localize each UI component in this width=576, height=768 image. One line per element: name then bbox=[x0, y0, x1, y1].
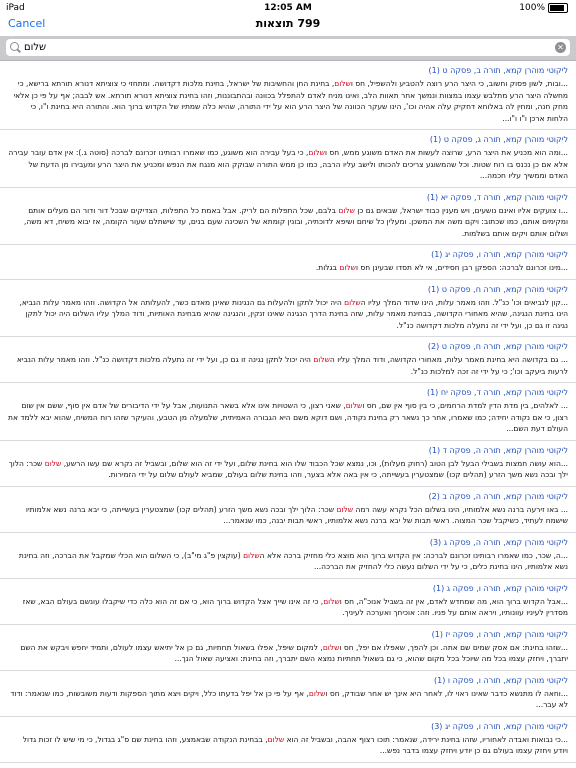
search-hit: שלום bbox=[334, 79, 351, 88]
result-title: ליקוטי מוהרן קמא, תורה ו, פסקה יז (1) bbox=[431, 629, 568, 639]
result-snippet bbox=[8, 400, 568, 435]
search-input[interactable] bbox=[6, 39, 570, 56]
search-hit: שלום bbox=[345, 401, 363, 410]
snippet-before: ... לאלהים, בין מדת הדין למדת הרחמים, כי בין סוף אין שם, חס ו bbox=[362, 401, 568, 410]
result-title: ליקוטי מוהרן קמא, תורה ד, פסקה יא (1) bbox=[426, 192, 568, 202]
snippet-before: ...שזהו בחינת: אם אסק שמים שם אתה. וכן להפך, שאפלו אם יפל, חס ו bbox=[339, 642, 568, 652]
search-hit: שלום bbox=[322, 642, 340, 652]
result-row[interactable] bbox=[0, 188, 576, 246]
snippet-before: ...קון לנביאים וכו' כנ"ל. וזהו מאמר עלות, הינו שדוד המלך עליו ה bbox=[360, 297, 568, 307]
search-query[interactable]: שלום bbox=[24, 42, 47, 53]
cancel-button[interactable]: Cancel bbox=[8, 17, 46, 30]
snippet-before: ...הוא עושה חמצות בשבילי הבעל לבן הטוב (רחוק מעלות), וכו, נמצא שכל הכבוד שלו הוא בחינת שלום, ועל ידי זה הוא שלום, ובשביל זה נקרא שם עשו הרשע, bbox=[61, 458, 568, 468]
result-row[interactable] bbox=[0, 337, 576, 383]
snippet-after: , כי זה אינו שייך אצל הקדוש ברוך הוא, כי אם זה הוא כלה כדי שיקבלו עונשם בעולם הבא, שאז מסדרין לעיניו עוונותיו, ויראה אותם על פניו. וזה: אוכיחך ואערכה לעיניך. bbox=[22, 596, 568, 617]
snippet-before: ...אבל הקדוש ברוך הוא, מה שמחדש לאדם, אין זה בשביל אנוכ"ה, חס ו bbox=[339, 596, 568, 606]
search-hit: שלום bbox=[243, 550, 260, 560]
snippet-before: ...וחאה לו מתנשא כדבר שאינו ראוי לו, לאחר היא אינך יש אחר שבודק, חס ו bbox=[325, 688, 568, 698]
result-snippet bbox=[8, 297, 568, 332]
snippet-after: , בחינת החן והחשיבות של ישראל, בחינת מלכות דקדושה. ומתחזי כי צוציתא דנורא תורתא ברישא, כי מחשלה היצר הרע מתלבש עצמו במצוות ונמשך אחר תאוות הלב, ואינו מניח לאדם להתפלל בכוונה ובהתבוננות, וזהו בחינת צוציתא דנורא תורתא. אש לבבה; אף על פי כן אלאי מחק חנה, ומחין לה באלוחא דחקיק עלה אהיה וכו', הינו שעקר הכוונה של היצר הרע הוא על ידי התורה, שהיא כלה שמתיו של הקדוש ברוך הוא. והתורה היא בחינת ו"ו, כי הלחות ארכן ו"ו ו"ו... bbox=[13, 79, 568, 123]
result-title: ליקוטי מוהרן קמא, תורה ב, פסקה ט (1) bbox=[428, 66, 568, 75]
result-row[interactable] bbox=[0, 625, 576, 671]
snippet-after: היה יכול לתקן ולהעלות גם הנגינות שאינן מאדם כשר, להעלותה אל הקדושה. וזהו מאמר עלות הנביא, הינו בחינת הנגינה, שהיא מאחורי הקדושה, בבחינת מאמר עלות, שזה בחינת הדרך הנגינה שאינו זנקין, והנגינה שהיא מבחינת האותיות, ודוד המלך עליו השלום היה יכול לתקן נגינה זו גם כן, ועל ידי זה נתעלה מלכות דקדושה כנ"ל. bbox=[19, 297, 568, 330]
status-bar bbox=[0, 0, 576, 16]
result-title: ליקוטי מוהרן קמא, תורה ו, פסקה יג (3) bbox=[431, 721, 568, 731]
snippet-after: בגלות. bbox=[315, 263, 340, 272]
snippet-after: , בבחינת הנקודה שבאמצע, וזהו בחינת שם ס"ג בגדול, כי מי שיש לו זכות גדול ויודע ויחזק עצמו בעולם גם כן יודע ויחזק עצמו בדבר נפש... bbox=[22, 734, 568, 755]
snippet-before: ...ה, שכר, כמו שאמרו רבותינו זכרונם לברכה: אין הקדוש ברוך הוא מוצא כלי מחזיק ברכה אלא ה bbox=[259, 550, 568, 560]
result-title: ליקוטי מוהרן קמא, תורה ח, פסקה ט (1) bbox=[427, 284, 568, 294]
snippet-after: , כי בעל עבירה הוא משוגע, כמו שאמרו רבותינו זכרונם לברכה (סוטה ג.): אין אדם עובר עבירה אלא אם כן נכנס בו רוח שטות. וכל שהמשוגע צריכים להכותו ולישב עליו הרבה, כמו כן ממש התורה שבוקק הוא מנגח את הנפש ומכניע את היצר הרע ומעבירו מן הדעת של האדם וממשיך עליו חכמה... bbox=[8, 148, 568, 180]
navigation-bar bbox=[0, 16, 576, 36]
snippet-after: בלבם, שכל התפלות הם לריק. אבל באמת כל התפלות, הצדיקים שבכל דור ודור הם מעלים אותם ומקימים אותם, כמו שכתוב: ויקם משה את המשכן. ומעלין כל שיחם ושיפא לדוכתיה, ובונין קומתא של השכינה שעם בנים, עד שישתלם שעור הקומה, אז יבוא משיח, דא משה, ושלום אותם ויקים אותם בשלמות. bbox=[24, 205, 568, 238]
snippet-before: ...ומה הוא מכניע את היצר הרע, שרוצה לעשות את האדם משוגע ממש, חס ו bbox=[324, 148, 568, 157]
result-row[interactable] bbox=[0, 245, 576, 280]
result-row[interactable] bbox=[0, 441, 576, 487]
snippet-after: (עוקצין פ"ג מי"ב), כי השלום הוא הכלי שמקבל את הברכה, וזה בחינת נשא אלמותיו, הינו בחינת כלים, כי על ידי השלום נעשה כלי להחזיק את הברכה... bbox=[18, 550, 568, 571]
result-snippet bbox=[8, 354, 568, 377]
result-snippet bbox=[8, 78, 568, 124]
search-hit: שלום bbox=[336, 504, 354, 514]
result-row[interactable] bbox=[0, 487, 576, 533]
result-snippet bbox=[8, 262, 568, 274]
battery-percent: 100% bbox=[519, 3, 545, 13]
result-snippet bbox=[8, 734, 568, 757]
result-snippet bbox=[8, 504, 568, 527]
search-hit: שלום bbox=[44, 458, 62, 468]
carrier-label: iPad bbox=[6, 3, 25, 13]
result-row[interactable] bbox=[0, 130, 576, 188]
clear-search-icon[interactable]: ✕ bbox=[555, 42, 566, 53]
result-snippet bbox=[8, 147, 568, 182]
result-title: ליקוטי מוהרן קמא, תורה ו, פסקה ו (1) bbox=[433, 675, 568, 685]
result-snippet bbox=[8, 596, 568, 619]
result-title: ליקוטי מוהרן קמא, תורה ח, פסקה ט (2) bbox=[427, 342, 568, 351]
result-snippet bbox=[8, 688, 568, 711]
result-title: ליקוטי מוהרן קמא, תורה ג, פסקה ט (1) bbox=[429, 135, 568, 144]
snippet-after: שכר: הלוך ילך ובכה נשא משך הזרע (תהלים קכו) שמצטערין בעשייתה, כי יבא ברנה נשא אלמותיו שישמח לעתיד, כשיקבל שכר המצוה. ראשי תבות של יבא ברנה נשא אלמותיו, ראשי תבות יבנה, כמו שנאמר... bbox=[25, 504, 568, 525]
search-hit: שלום bbox=[323, 596, 340, 606]
search-hit: שלום bbox=[338, 205, 355, 215]
search-icon bbox=[10, 42, 19, 51]
snippet-before: ... גם בקדושה היא בחינת מאמר עלות, מאחורי הקדושה, ודוד המלך עליו ה bbox=[329, 355, 568, 364]
search-hit: שלום bbox=[313, 355, 330, 364]
result-title: ליקוטי מוהרן קמא, תורה ה, פסקה ד (1) bbox=[428, 445, 568, 455]
snippet-after: , שאני רצון, כי השטויות אינו אלא בשאר התנועות, אבל על ידי הדיבורים של אדם אין סוף, ששם אין שום רצון, כי אם נקודה יחידה; כמו שאמרו, אחר כך נשאר רק בחינת נקודה, ושם דוקא משם היא הגבורה האמיתית, שלמעלה מן הטבע, והעיקר שזהו רוח המשיח, שהוא יבא ללמד את העולם דעת השם... bbox=[8, 401, 568, 433]
result-row[interactable] bbox=[0, 383, 576, 441]
result-row[interactable] bbox=[0, 579, 576, 625]
search-hit: שלום bbox=[308, 148, 325, 157]
snippet-before: ...מינו זכרונם לברכה: הספקן רבן חסידים, אי לא תסדו שבעינן חס ו bbox=[355, 263, 568, 272]
status-time: 12:05 AM bbox=[264, 3, 312, 13]
result-row[interactable] bbox=[0, 533, 576, 579]
result-row[interactable] bbox=[0, 717, 576, 763]
result-snippet bbox=[8, 458, 568, 481]
result-title: ליקוטי מוהרן קמא, תורה ה, פסקה ב (2) bbox=[428, 491, 568, 501]
search-hit: שלום bbox=[308, 688, 326, 698]
search-hit: שלום bbox=[344, 297, 361, 307]
result-row[interactable] bbox=[0, 280, 576, 338]
search-hit: שלום bbox=[339, 263, 356, 272]
result-snippet bbox=[8, 642, 568, 665]
result-snippet bbox=[8, 550, 568, 573]
snippet-before: ...כי נבואות ואבדה לאחוריו, שזהו בחינת ירידה, שנאמר: תוכו רצוף אהבה, ובשביל זה הוא bbox=[284, 734, 568, 744]
results-list[interactable] bbox=[0, 61, 576, 768]
result-title: ליקוטי מוהרן קמא, תורה ד, פסקה יח (1) bbox=[426, 388, 568, 397]
result-title: ליקוטי מוהרן קמא, תורה ה, פסקה ג (3) bbox=[429, 537, 568, 547]
snippet-before: ...ובות, לשון פסוק וחשוב, כי היצר הרע רוצה להטביע ולהשפיל, חס ו bbox=[350, 79, 568, 88]
search-hit: שלום bbox=[267, 734, 285, 744]
snippet-after: , אף על פי כן אל יפל בדעתו כלל, ויקים ויצא מתוך הספקות ודעות משובשות, כמו שנאמר: ודוד לא עבר... bbox=[10, 688, 568, 709]
snippet-before: ...ו צועקים אליו ואינם נושעים, ויש מענין כבוד ישראל, שבאים גם כן bbox=[354, 205, 568, 215]
result-snippet bbox=[8, 205, 568, 240]
results-count-title: 799 תוצאות bbox=[255, 17, 321, 30]
battery-icon bbox=[548, 3, 568, 13]
snippet-after: , למקום שיפל, אפלו בשאול תחתיות, גם כן אל יתיאש עצמו לעולם, ותמיד יחפש ויבקש את השם יתברך, ויחזק עצמו בכל מה שיוכל בכל מקום שהוא, כי גם בשאול תחתיות נמצא השם יתברך, וזה בחינת: ואציעה שאול הנך... bbox=[20, 642, 568, 663]
snippet-after: שכר: הלוך ילך ובכה נשא משך הזרע (תהלים קכו) שמצטערין בעשייתה, כי אין באה אלא בצער, וזהו בחינת שלום בעולם, שמביא לעולם שלום על ידי הזמירות. bbox=[8, 458, 568, 479]
search-bar bbox=[0, 36, 576, 61]
snippet-after: היה יכול לתקן נגינה זו גם כן, ועל ידי זה נתעלה מלכות דקדושה כנ"ל. וזהו מאמר עלות הנביא לרעות ביעקב וכו'; כי על ידי זה זכה למלכות כנ"ל. bbox=[16, 355, 568, 376]
result-title: ליקוטי מוהרן קמא, תורה ו, פסקה יג (1) bbox=[431, 250, 568, 259]
result-row[interactable] bbox=[0, 61, 576, 130]
snippet-before: ... באו זירעה ברנה נשא אלמותיו, הינו בשלום הכל נקרא עשה רמה bbox=[353, 504, 568, 514]
battery-indicator bbox=[519, 0, 568, 16]
result-title: ליקוטי מוהרן קמא, תורה ו, פסקה ג (1) bbox=[432, 583, 568, 593]
result-row[interactable] bbox=[0, 671, 576, 717]
